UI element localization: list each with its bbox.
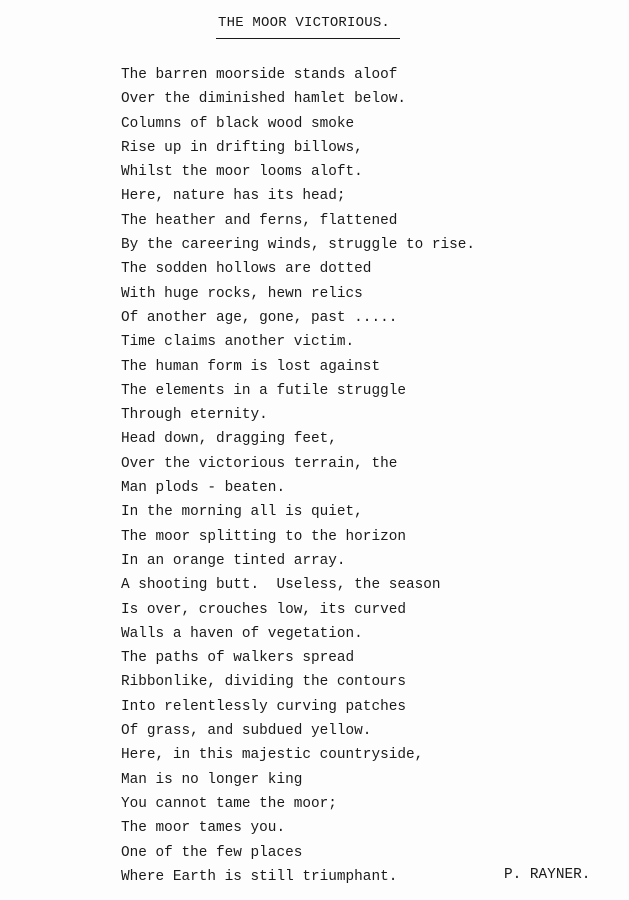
poem-line: You cannot tame the moor; <box>121 795 337 812</box>
poem-line: Man plods - beaten. <box>121 480 286 497</box>
poem-line: Here, nature has its head; <box>121 188 346 205</box>
poem-line: Through eternity. <box>121 407 268 424</box>
poem-line: The heather and ferns, flattened <box>121 212 398 229</box>
poem-title: THE MOOR VICTORIOUS. <box>218 15 391 31</box>
poem-line: A shooting butt. Useless, the season <box>121 577 441 594</box>
poem-line: Whilst the moor looms aloft. <box>121 164 363 181</box>
poem-line: Of grass, and subdued yellow. <box>121 723 372 740</box>
poem-line: The barren moorside stands aloof <box>121 67 398 83</box>
poem-line: Over the victorious terrain, the <box>121 455 398 472</box>
poem-line: Head down, dragging feet, <box>121 431 337 448</box>
poem-line: Time claims another victim. <box>121 334 355 351</box>
poem-line: Is over, crouches low, its curved <box>121 601 406 618</box>
poem-line: The moor splitting to the horizon <box>121 528 406 545</box>
poem-line: Of another age, gone, past ..... <box>121 309 398 326</box>
poem-line: The paths of walkers spread <box>121 650 355 667</box>
poem-line: The elements in a futile struggle <box>121 382 406 399</box>
poem-line: In the morning all is quiet, <box>121 504 363 521</box>
poem-line: The sodden hollows are dotted <box>121 261 372 278</box>
poem-line: Where Earth is still triumphant. <box>121 868 398 885</box>
poem-line: Here, in this majestic countryside, <box>121 747 424 764</box>
poem-line: The moor tames you. <box>121 820 286 837</box>
poem-line: One of the few places <box>121 844 303 861</box>
poem-body <box>121 63 475 889</box>
poem-line: Walls a haven of vegetation. <box>121 625 363 642</box>
poem-line: Ribbonlike, dividing the contours <box>121 674 406 691</box>
poem-line: Rise up in drifting billows, <box>121 139 363 156</box>
poem-line: Man is no longer king <box>121 771 303 788</box>
poem-line: Over the diminished hamlet below. <box>121 91 406 108</box>
poem-line: With huge rocks, hewn relics <box>121 285 363 302</box>
author-signature: P. RAYNER. <box>504 867 591 883</box>
poem-line: By the careering winds, struggle to rise. <box>121 237 476 254</box>
poem-line: The human form is lost against <box>121 358 381 375</box>
title-underline <box>216 38 400 39</box>
poem-line: Columns of black wood smoke <box>121 115 355 132</box>
poem-line: In an orange tinted array. <box>121 552 346 569</box>
poem-line: Into relentlessly curving patches <box>121 698 406 715</box>
